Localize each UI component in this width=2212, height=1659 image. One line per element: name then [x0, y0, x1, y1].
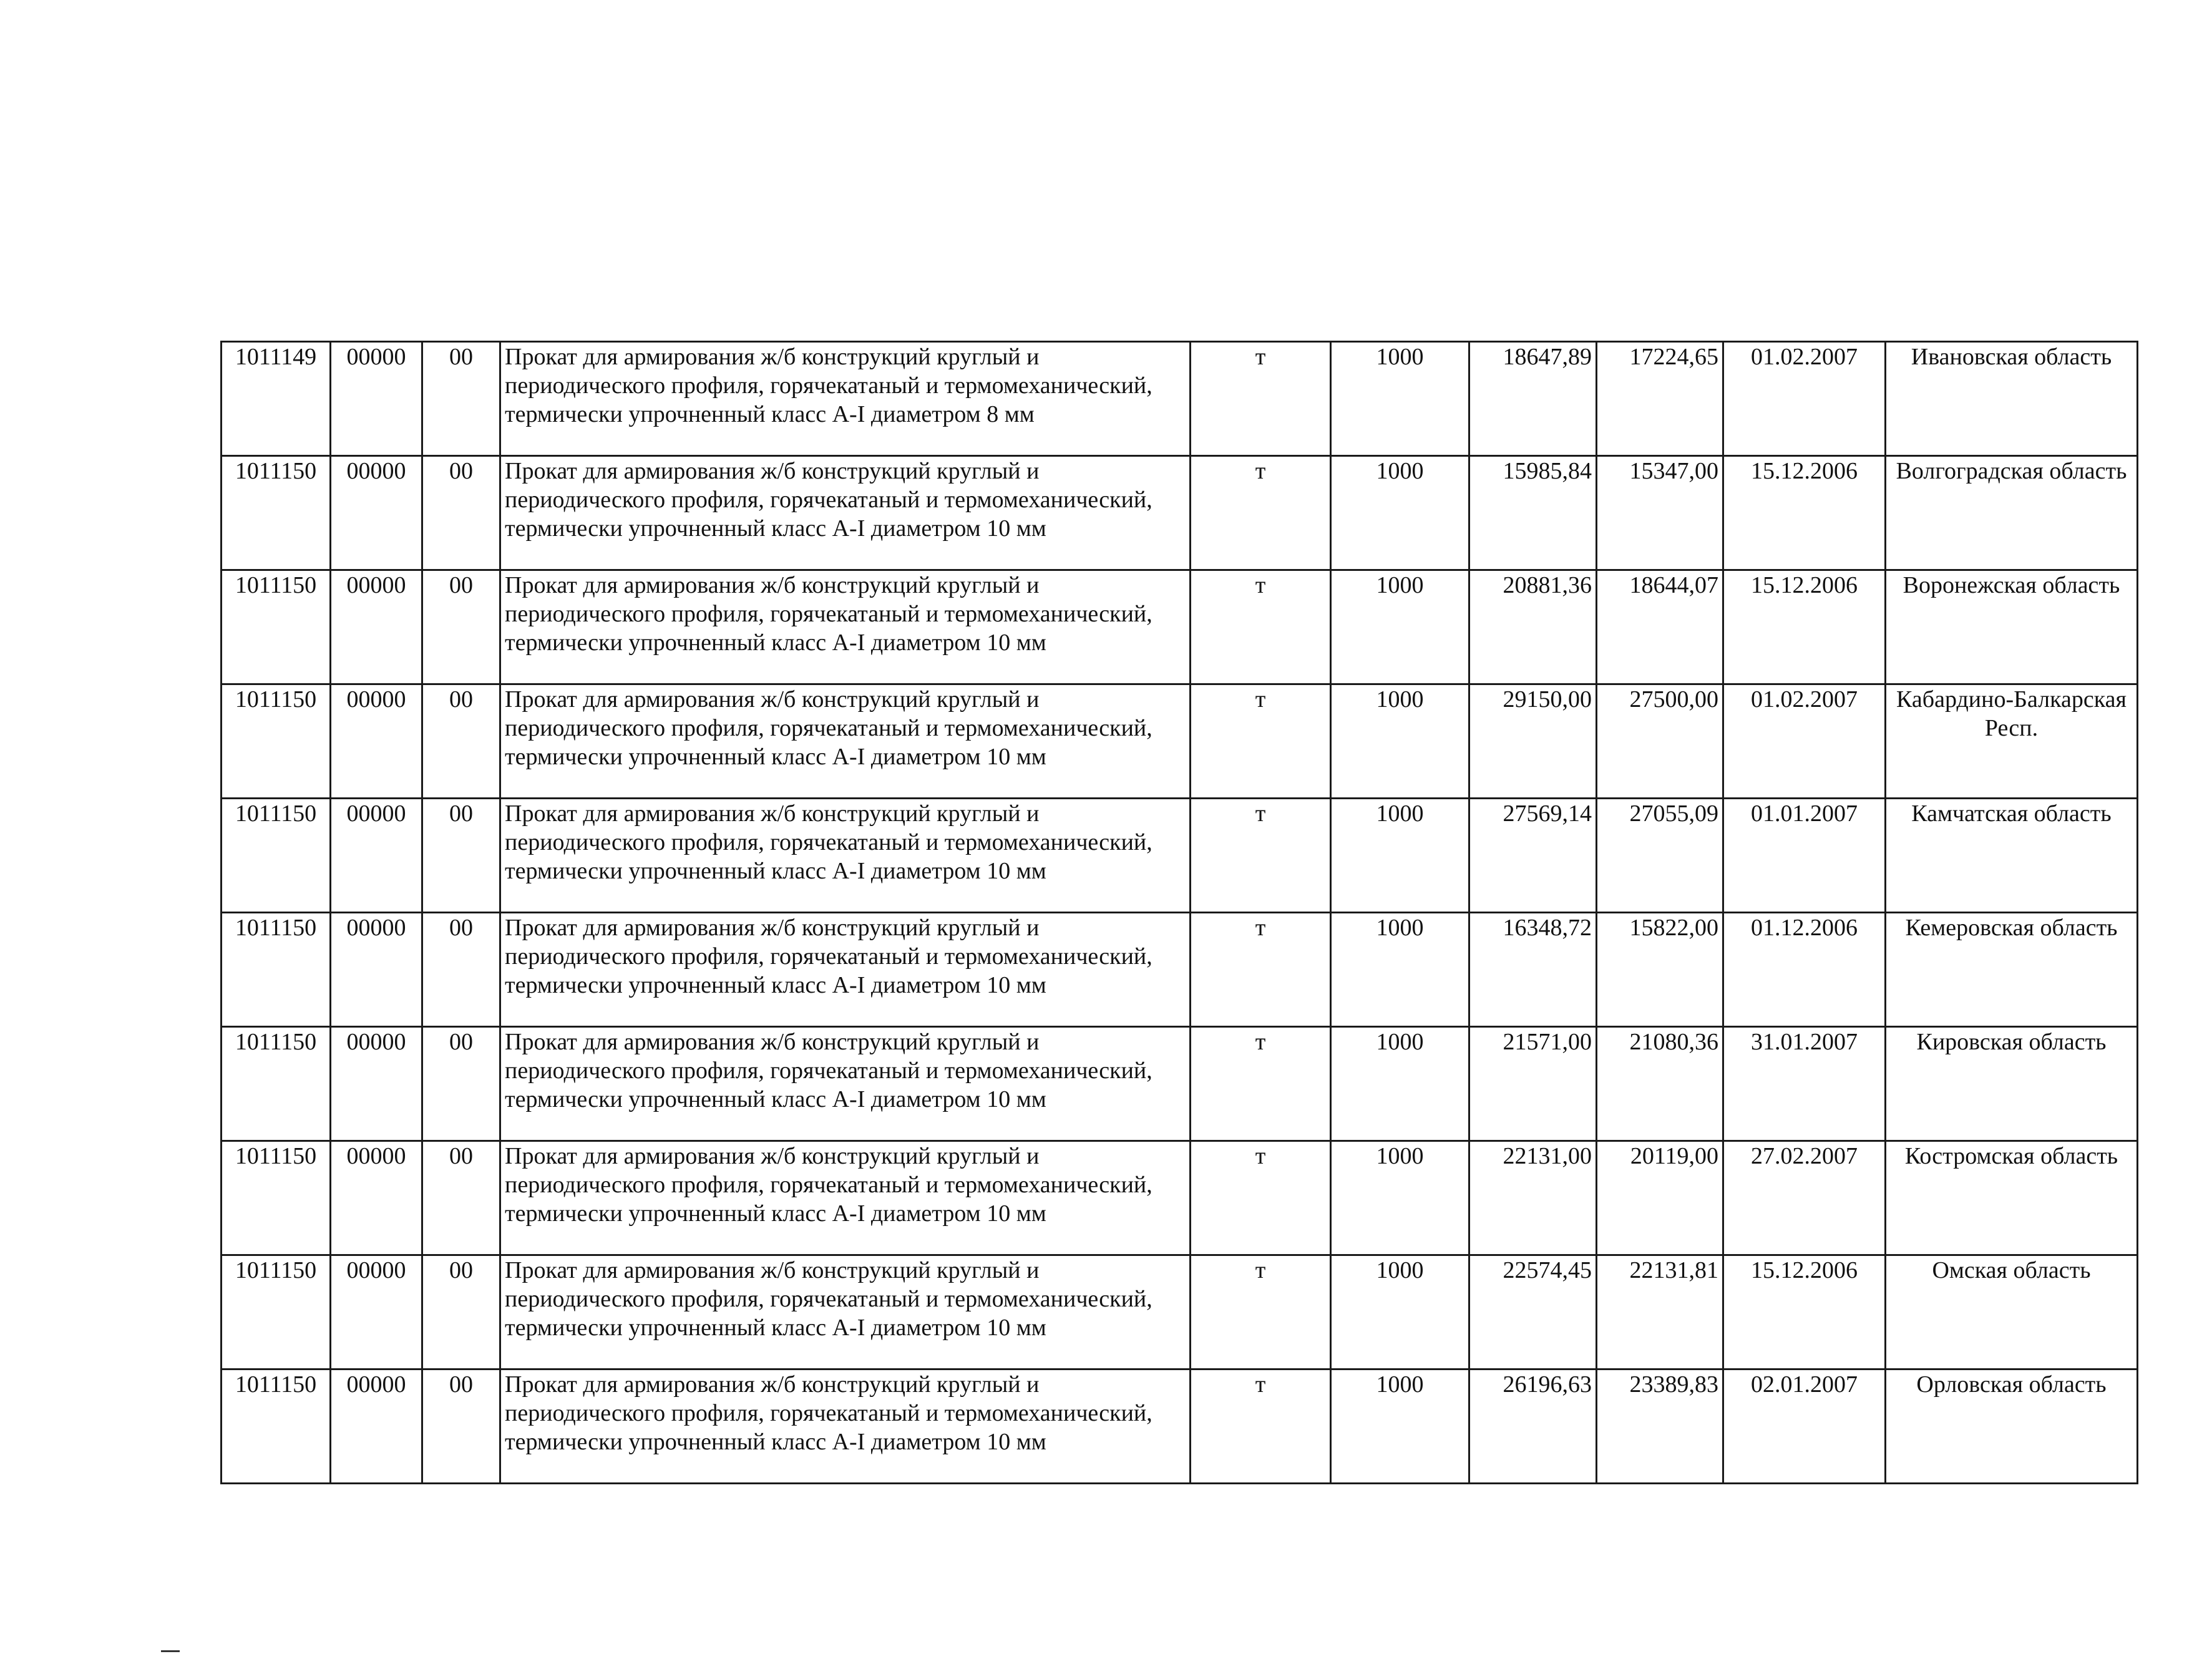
region-cell: Волгоградская область	[1886, 456, 2138, 570]
price-cell: 26196,63	[1469, 1370, 1597, 1484]
region-cell: Орловская область	[1886, 1370, 2138, 1484]
product-code-cell: 1011150	[222, 1370, 331, 1484]
date-cell: 15.12.2006	[1723, 1255, 1886, 1370]
price-cell: 20881,36	[1469, 570, 1597, 684]
table-row	[222, 342, 2138, 456]
subcode-cell: 00000	[331, 913, 422, 1027]
table-row	[222, 1027, 2138, 1141]
group-code-cell: 00	[422, 1141, 500, 1255]
table-row	[222, 684, 2138, 799]
region-cell: Омская область	[1886, 1255, 2138, 1370]
date-cell: 15.12.2006	[1723, 570, 1886, 684]
date-cell: 01.01.2007	[1723, 799, 1886, 913]
quantity-cell: 1000	[1331, 1370, 1469, 1484]
date-cell: 02.01.2007	[1723, 1370, 1886, 1484]
price-cell: 18644,07	[1597, 570, 1723, 684]
product-code-cell: 1011150	[222, 1255, 331, 1370]
subcode-cell: 00000	[331, 1255, 422, 1370]
price-cell: 18647,89	[1469, 342, 1597, 456]
table-row	[222, 456, 2138, 570]
price-cell: 27055,09	[1597, 799, 1723, 913]
product-code-cell: 1011150	[222, 913, 331, 1027]
table-row	[222, 1255, 2138, 1370]
product-code-cell: 1011150	[222, 456, 331, 570]
date-cell: 27.02.2007	[1723, 1141, 1886, 1255]
product-code-cell: 1011150	[222, 684, 331, 799]
unit-cell: т	[1191, 684, 1331, 799]
price-cell: 23389,83	[1597, 1370, 1723, 1484]
group-code-cell: 00	[422, 799, 500, 913]
product-code-cell: 1011149	[222, 342, 331, 456]
price-cell: 22131,81	[1597, 1255, 1723, 1370]
page-edge-mark	[161, 1650, 180, 1652]
region-cell: Ивановская область	[1886, 342, 2138, 456]
price-cell: 21571,00	[1469, 1027, 1597, 1141]
group-code-cell: 00	[422, 913, 500, 1027]
group-code-cell: 00	[422, 684, 500, 799]
subcode-cell: 00000	[331, 684, 422, 799]
unit-cell: т	[1191, 1370, 1331, 1484]
price-cell: 27500,00	[1597, 684, 1723, 799]
group-code-cell: 00	[422, 1255, 500, 1370]
description-cell: Прокат для армирования ж/б конструкций круглый и периодического профиля, горячекатаный и термомеханический, термически упрочненный класс А-I диаметром 10 мм	[500, 1370, 1191, 1484]
price-table	[220, 341, 2138, 1484]
subcode-cell: 00000	[331, 799, 422, 913]
subcode-cell: 00000	[331, 1370, 422, 1484]
group-code-cell: 00	[422, 1027, 500, 1141]
unit-cell: т	[1191, 1141, 1331, 1255]
unit-cell: т	[1191, 1027, 1331, 1141]
table-row	[222, 1370, 2138, 1484]
price-cell: 16348,72	[1469, 913, 1597, 1027]
quantity-cell: 1000	[1331, 1255, 1469, 1370]
product-code-cell: 1011150	[222, 799, 331, 913]
unit-cell: т	[1191, 1255, 1331, 1370]
subcode-cell: 00000	[331, 1027, 422, 1141]
subcode-cell: 00000	[331, 342, 422, 456]
price-cell: 20119,00	[1597, 1141, 1723, 1255]
region-cell: Кировская область	[1886, 1027, 2138, 1141]
price-cell: 15822,00	[1597, 913, 1723, 1027]
region-cell: Кемеровская область	[1886, 913, 2138, 1027]
unit-cell: т	[1191, 799, 1331, 913]
unit-cell: т	[1191, 913, 1331, 1027]
price-cell: 22574,45	[1469, 1255, 1597, 1370]
price-cell: 29150,00	[1469, 684, 1597, 799]
group-code-cell: 00	[422, 456, 500, 570]
quantity-cell: 1000	[1331, 1141, 1469, 1255]
price-cell: 15347,00	[1597, 456, 1723, 570]
description-cell: Прокат для армирования ж/б конструкций круглый и периодического профиля, горячекатаный и термомеханический, термически упрочненный класс А-I диаметром 10 мм	[500, 799, 1191, 913]
price-cell: 21080,36	[1597, 1027, 1723, 1141]
group-code-cell: 00	[422, 1370, 500, 1484]
subcode-cell: 00000	[331, 1141, 422, 1255]
table-row	[222, 913, 2138, 1027]
description-cell: Прокат для армирования ж/б конструкций круглый и периодического профиля, горячекатаный и термомеханический, термически упрочненный класс А-I диаметром 8 мм	[500, 342, 1191, 456]
quantity-cell: 1000	[1331, 570, 1469, 684]
quantity-cell: 1000	[1331, 456, 1469, 570]
price-cell: 22131,00	[1469, 1141, 1597, 1255]
region-cell: Костромская область	[1886, 1141, 2138, 1255]
description-cell: Прокат для армирования ж/б конструкций круглый и периодического профиля, горячекатаный и термомеханический, термически упрочненный класс А-I диаметром 10 мм	[500, 456, 1191, 570]
subcode-cell: 00000	[331, 456, 422, 570]
unit-cell: т	[1191, 342, 1331, 456]
date-cell: 01.12.2006	[1723, 913, 1886, 1027]
region-cell: Кабардино-Балкарская Респ.	[1886, 684, 2138, 799]
date-cell: 01.02.2007	[1723, 342, 1886, 456]
price-cell: 17224,65	[1597, 342, 1723, 456]
quantity-cell: 1000	[1331, 342, 1469, 456]
date-cell: 31.01.2007	[1723, 1027, 1886, 1141]
subcode-cell: 00000	[331, 570, 422, 684]
product-code-cell: 1011150	[222, 570, 331, 684]
region-cell: Камчатская область	[1886, 799, 2138, 913]
description-cell: Прокат для армирования ж/б конструкций круглый и периодического профиля, горячекатаный и термомеханический, термически упрочненный класс А-I диаметром 10 мм	[500, 1027, 1191, 1141]
product-code-cell: 1011150	[222, 1027, 331, 1141]
description-cell: Прокат для армирования ж/б конструкций круглый и периодического профиля, горячекатаный и термомеханический, термически упрочненный класс А-I диаметром 10 мм	[500, 684, 1191, 799]
product-code-cell: 1011150	[222, 1141, 331, 1255]
quantity-cell: 1000	[1331, 684, 1469, 799]
price-cell: 15985,84	[1469, 456, 1597, 570]
quantity-cell: 1000	[1331, 799, 1469, 913]
price-cell: 27569,14	[1469, 799, 1597, 913]
table-row	[222, 1141, 2138, 1255]
date-cell: 01.02.2007	[1723, 684, 1886, 799]
description-cell: Прокат для армирования ж/б конструкций круглый и периодического профиля, горячекатаный и термомеханический, термически упрочненный класс А-I диаметром 10 мм	[500, 913, 1191, 1027]
quantity-cell: 1000	[1331, 1027, 1469, 1141]
group-code-cell: 00	[422, 342, 500, 456]
quantity-cell: 1000	[1331, 913, 1469, 1027]
date-cell: 15.12.2006	[1723, 456, 1886, 570]
description-cell: Прокат для армирования ж/б конструкций круглый и периодического профиля, горячекатаный и термомеханический, термически упрочненный класс А-I диаметром 10 мм	[500, 570, 1191, 684]
table-row	[222, 570, 2138, 684]
description-cell: Прокат для армирования ж/б конструкций круглый и периодического профиля, горячекатаный и термомеханический, термически упрочненный класс А-I диаметром 10 мм	[500, 1141, 1191, 1255]
group-code-cell: 00	[422, 570, 500, 684]
unit-cell: т	[1191, 570, 1331, 684]
region-cell: Воронежская область	[1886, 570, 2138, 684]
unit-cell: т	[1191, 456, 1331, 570]
table-row	[222, 799, 2138, 913]
description-cell: Прокат для армирования ж/б конструкций круглый и периодического профиля, горячекатаный и термомеханический, термически упрочненный класс А-I диаметром 10 мм	[500, 1255, 1191, 1370]
